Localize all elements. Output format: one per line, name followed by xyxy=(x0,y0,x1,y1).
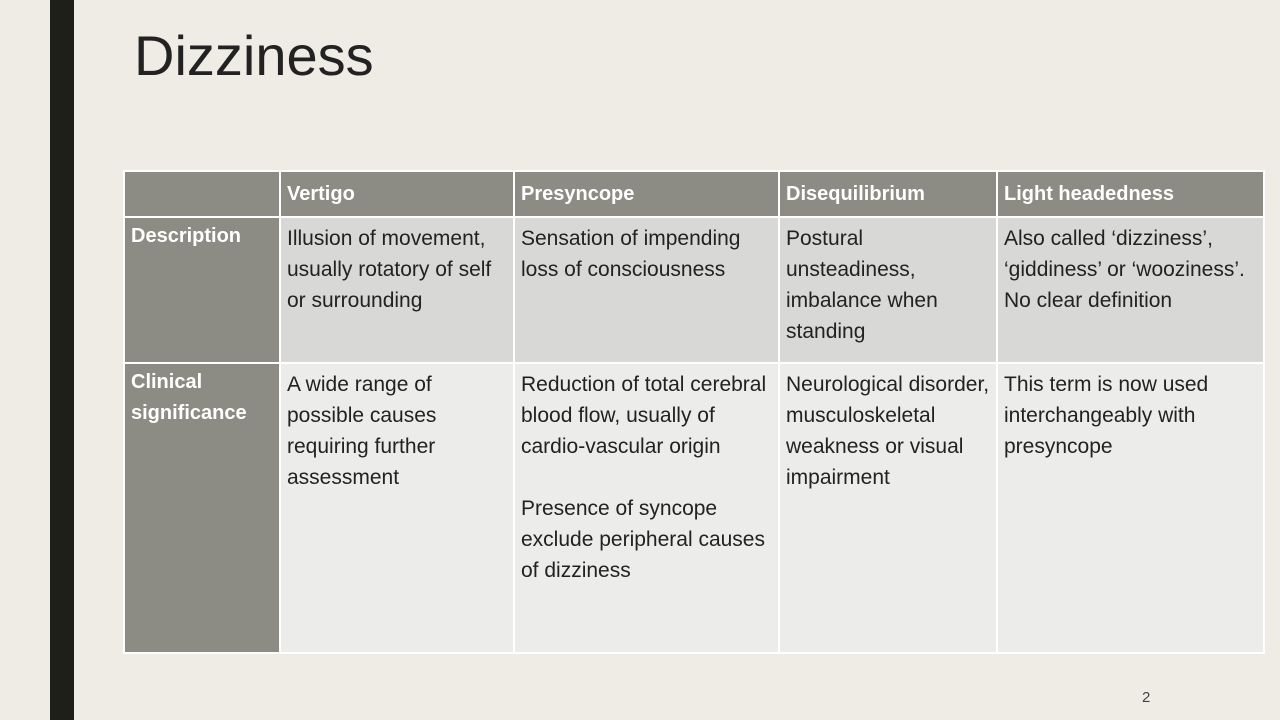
slide-title: Dizziness xyxy=(134,24,374,87)
table-cell xyxy=(280,363,514,653)
column-header-disequilibrium: Disequilibrium xyxy=(779,171,997,217)
cell-text: Presence of syncope exclude peripheral causes of dizziness xyxy=(521,497,765,582)
column-header-light-headedness: Light headedness xyxy=(997,171,1264,217)
cell-text: Reduction of total cerebral blood flow, usually of cardio-vascular origin xyxy=(521,373,767,458)
table-cell xyxy=(280,217,514,363)
column-header-presyncope: Presyncope xyxy=(514,171,779,217)
cell-text: Also called ‘dizziness’, ‘giddiness’ or ‘wooziness’. No clear definition xyxy=(1004,227,1245,312)
left-accent-bar xyxy=(50,0,74,720)
table-cell xyxy=(997,217,1264,363)
table-cell xyxy=(779,363,997,653)
cell-text: Neurological disorder, musculoskeletal weakness or visual impairment xyxy=(786,373,990,489)
cell-text: Postural unsteadiness, imbalance when standing xyxy=(786,227,938,343)
table-cell xyxy=(514,363,779,653)
table-cell xyxy=(514,217,779,363)
dizziness-comparison-table xyxy=(123,170,1265,654)
cell-text: Sensation of impending loss of consciousness xyxy=(521,227,741,281)
table-row-clinical-significance xyxy=(124,363,1264,653)
cell-text: This term is now used interchangeably with presyncope xyxy=(1004,373,1209,458)
table-header-row xyxy=(124,171,1264,217)
table-cell xyxy=(779,217,997,363)
row-header-clinical-significance: Clinical significance xyxy=(124,363,280,653)
page-number: 2 xyxy=(1142,689,1151,706)
table-row-description xyxy=(124,217,1264,363)
cell-text: Illusion of movement, usually rotatory of self or surrounding xyxy=(287,227,492,312)
row-header-description: Description xyxy=(124,217,280,363)
column-header-vertigo: Vertigo xyxy=(280,171,514,217)
table-cell xyxy=(997,363,1264,653)
header-corner-cell xyxy=(124,171,280,217)
cell-text: A wide range of possible causes requiring further assessment xyxy=(287,373,437,489)
